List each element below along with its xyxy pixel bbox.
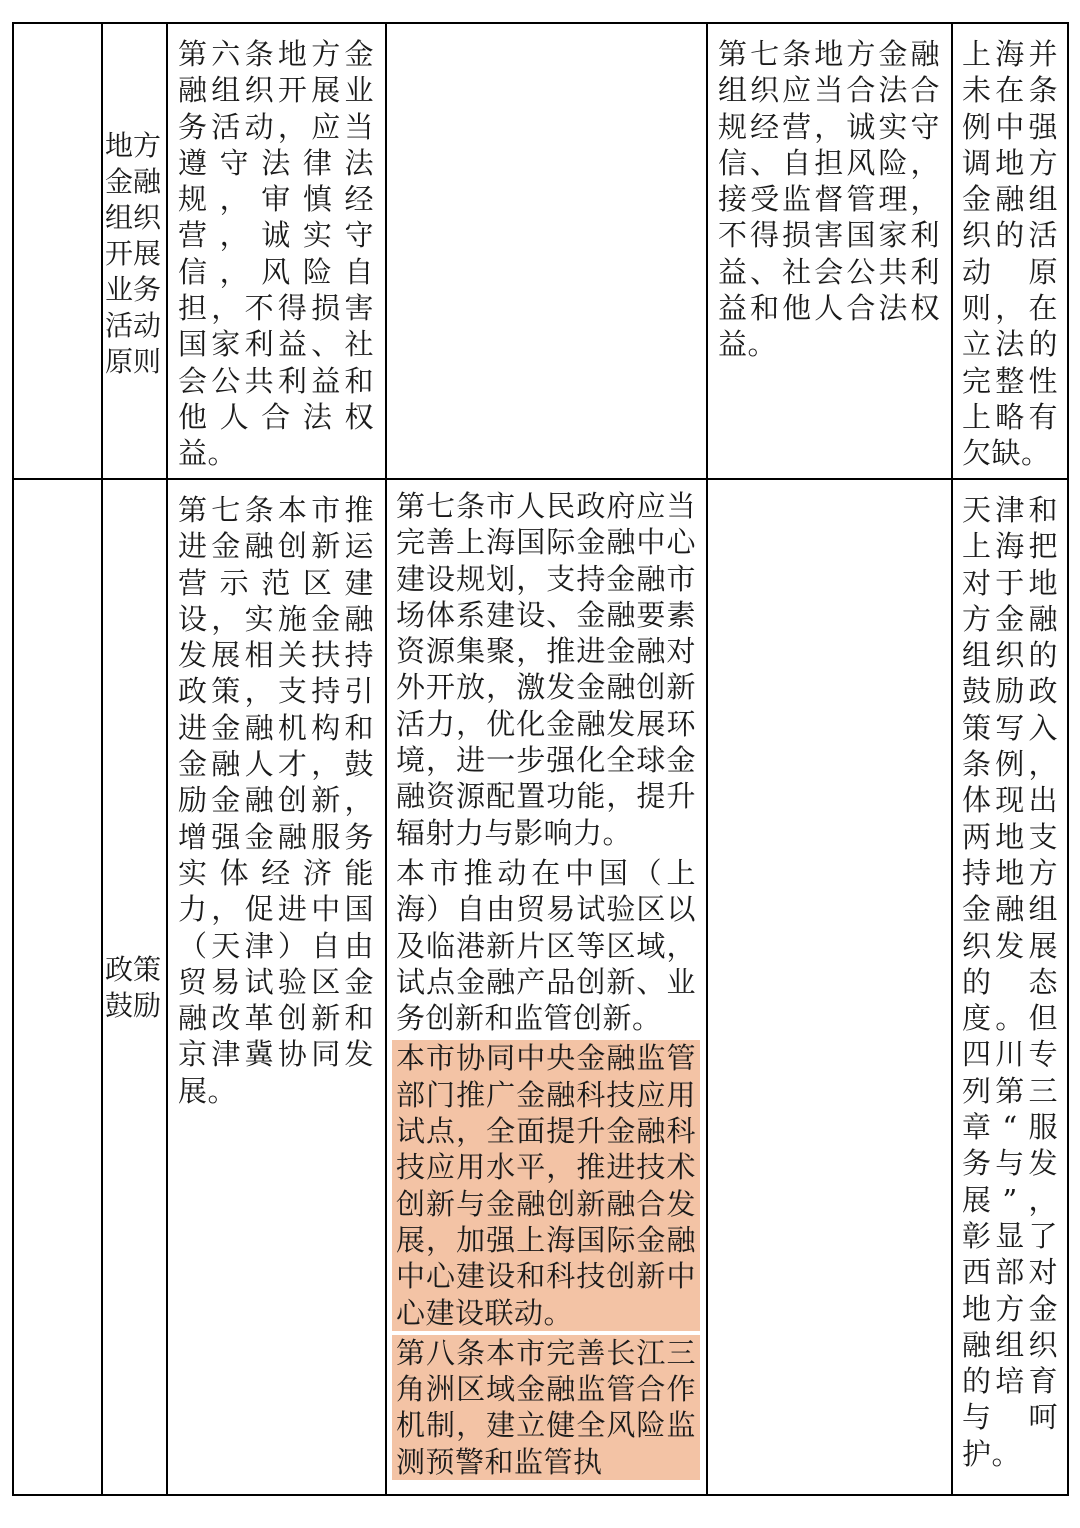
col-border-4 <box>706 22 708 1496</box>
table-top-border <box>12 22 1069 24</box>
row1-sichuan-para-0: 第七条地方金融组织应当合法合规经营，诚实守信、自担风险，接受监督管理，不得损害国家利益、社会公共利益和他人合法权益。 <box>718 37 940 362</box>
row1-remark: 上海并未在条例中强调地方金融组织的活动原则，在立法的完整性上略有欠缺。 <box>962 37 1058 471</box>
row1-category: 地方金融组织开展业务活动原则 <box>105 129 162 378</box>
row1-tianjin-para-0: 第六条地方金融组织开展业务活动，应当遵守法律法规，审慎经营，诚实守信，风险自担，不得损害国家利益、社会公共利益和他人合法权益。 <box>178 37 374 471</box>
col-border-6 <box>1067 22 1069 1496</box>
row2-remark: 天津和上海把对于地方金融组织的鼓励政策写入条例，体现出两地支持地方金融组织发展的态度。但四川专列第三章“服务与发展”，彰显了西部对地方金融组织的培育与呵护。 <box>962 493 1058 1471</box>
row2-shanghai-para-3-highlighted: 第八条本市完善长江三角洲区域金融监管合作机制，建立健全风险监测预警和监管执 <box>392 1335 700 1480</box>
col-border-2 <box>166 22 168 1496</box>
row2-remark-cell <box>962 492 1058 1472</box>
row2-tianjin-cell <box>178 492 374 1109</box>
row2-tianjin-para-0: 第七条本市推进金融创新运营示范区建设，实施金融发展相关扶持政策，支持引进金融机构和金融人才，鼓励金融创新，增强金融服务实体经济能力，促进中国（天津）自由贸易试验区金融改革创新和京津冀协同发展。 <box>178 493 374 1108</box>
col-border-5 <box>951 22 953 1496</box>
row2-category: 政策鼓励 <box>105 953 162 1022</box>
row1-tianjin-cell <box>178 36 374 472</box>
row2-shanghai-para-2-highlighted: 本市协同中央金融监管部门推广金融科技应用试点，全面提升金融科技应用水平，推进技术创新与金融创新融合发展，加强上海国际金融中心建设和科技创新中心建设联动。 <box>392 1040 700 1330</box>
col-border-3 <box>385 22 387 1496</box>
row2-shanghai-cell <box>392 488 700 1480</box>
row1-sichuan-cell <box>718 36 940 363</box>
col-border-0 <box>12 22 14 1496</box>
row1-remark-cell <box>962 36 1058 472</box>
row2-shanghai-para-0: 第七条市人民政府应当完善上海国际金融中心建设规划，支持金融市场体系建设、金融要素资源集聚，推进金融对外开放，激发金融创新活力，优化金融发展环境，进一步强化全球金融资源配置功能，提升辐射力与影响力。 <box>396 489 696 850</box>
table-bottom-border <box>12 1494 1069 1496</box>
row-divider <box>12 478 1069 480</box>
col-border-1 <box>101 22 103 1496</box>
row2-shanghai-para-1: 本市推动在中国（上海）自由贸易试验区以及临港新片区等区域，试点金融产品创新、业务创新和监管创新。 <box>396 855 696 1036</box>
